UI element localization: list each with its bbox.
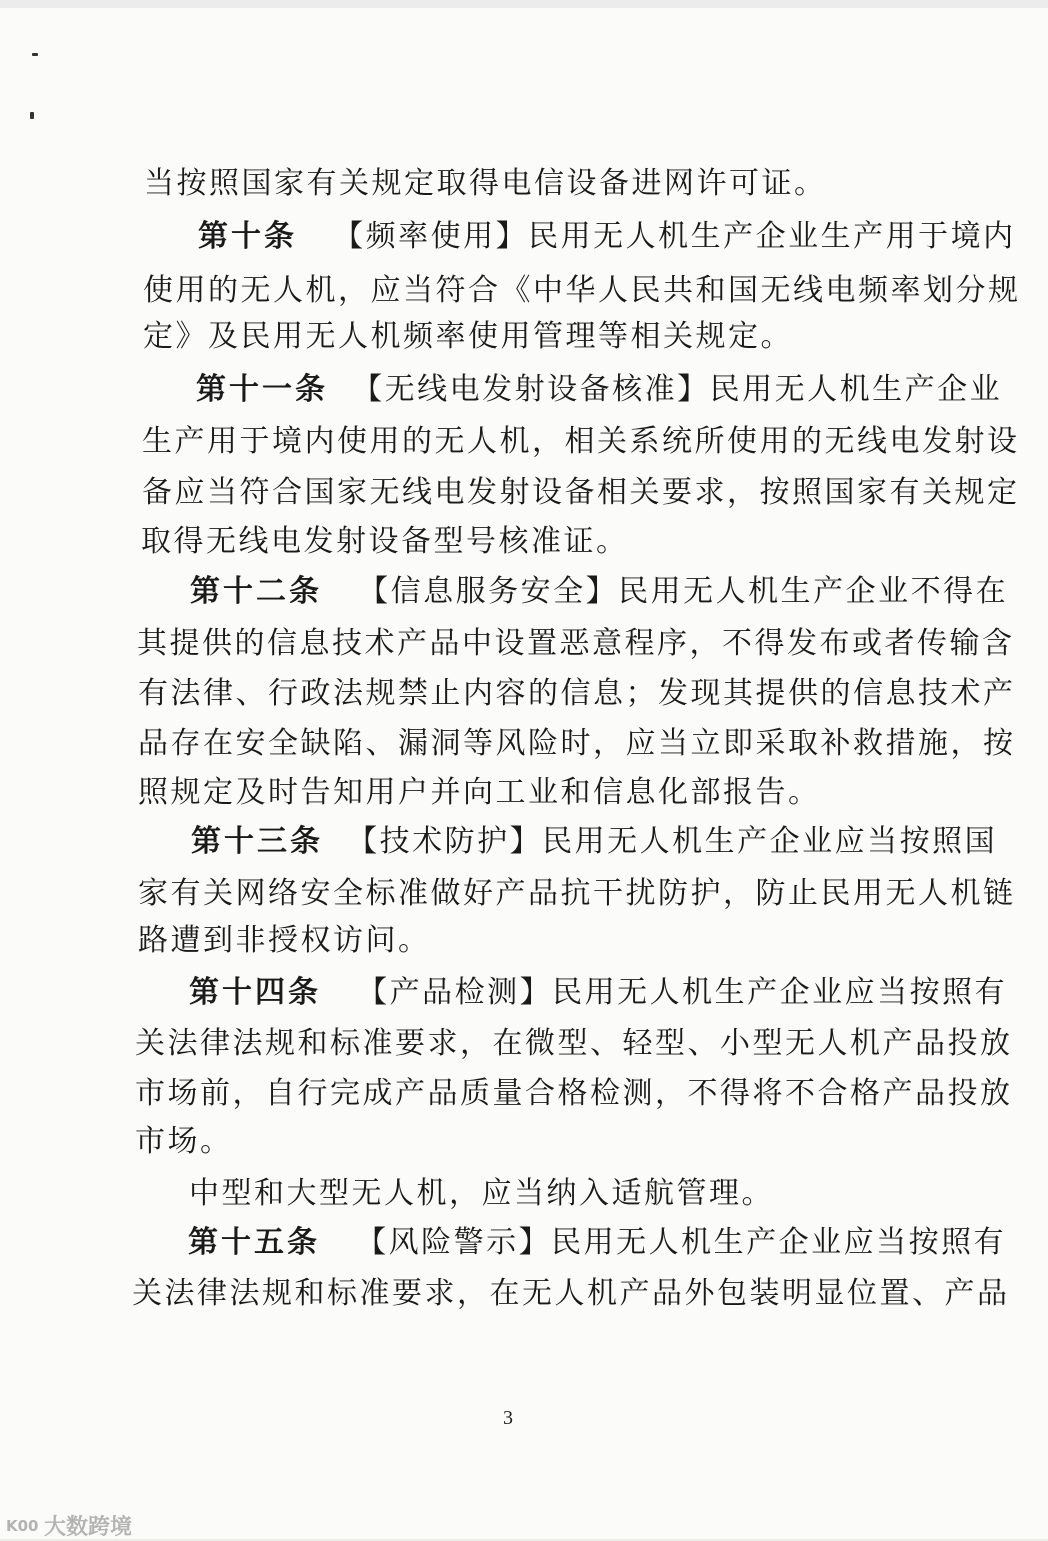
- article-14-title: 【产品检测】: [357, 975, 553, 1010]
- article-12-heading: 第十二条: [190, 574, 322, 609]
- article-10-first-line: [198, 217, 1016, 257]
- article-11-heading: 第十一条: [196, 372, 328, 407]
- body-line-17: 关法律法规和标准要求，在无人机产品外包装明显位置、产品: [132, 1276, 1010, 1311]
- article-13-text: 民用无人机生产企业应当按照国: [542, 824, 998, 859]
- body-line-6: 取得无线电发射设备型号核准证。: [141, 524, 629, 559]
- article-10-title: 【频率使用】: [333, 219, 529, 254]
- body-line-10: 照规定及时告知用户并向工业和信息化部报告。: [138, 775, 821, 810]
- watermark-logo-icon: [6, 1514, 40, 1536]
- scan-speck: [32, 53, 38, 56]
- body-line-1: 当按照国家有关规定取得电信设备进网许可证。: [144, 166, 827, 201]
- article-11-first-line: [196, 370, 1002, 410]
- body-line-13: 关法律法规和标准要求，在微型、轻型、小型无人机产品投放: [135, 1026, 1013, 1061]
- body-line-9: 品存在安全缺陷、漏洞等风险时，应当立即采取补救措施，按: [138, 726, 1016, 761]
- article-12-text: 民用无人机生产企业不得在: [618, 574, 1009, 609]
- body-line-11: 家有关网络安全标准做好产品抗干扰防护，防止民用无人机链: [138, 876, 1016, 911]
- article-15-title: 【风险警示】: [356, 1225, 552, 1260]
- document-page: [0, 8, 1048, 1539]
- watermark-logo-text: K00: [6, 1517, 39, 1535]
- watermark: [6, 1511, 132, 1539]
- body-line-16: 中型和大型无人机，应当纳入适航管理。: [189, 1176, 774, 1211]
- article-15-first-line: [188, 1223, 1006, 1263]
- article-15-text: 民用无人机生产企业应当按照有: [551, 1225, 1007, 1260]
- article-11-text: 民用无人机生产企业: [709, 372, 1003, 407]
- body-line-2: 使用的无人机，应当符合《中华人民共和国无线电频率划分规: [143, 273, 1021, 308]
- body-line-4: 生产用于境内使用的无人机，相关系统所使用的无线电发射设: [142, 424, 1020, 459]
- article-15-heading: 第十五条: [188, 1225, 320, 1260]
- page-number: 3: [503, 1407, 513, 1429]
- article-11-title: 【无线电发射设备核准】: [352, 372, 710, 407]
- article-13-heading: 第十三条: [191, 824, 323, 859]
- body-line-7: 其提供的信息技术产品中设置恶意程序，不得发布或者传输含: [137, 626, 1015, 661]
- article-12-first-line: [190, 572, 1008, 612]
- body-line-14: 市场前，自行完成产品质量合格检测，不得将不合格产品投放: [135, 1076, 1013, 1111]
- scan-speck: [30, 112, 34, 119]
- article-13-title: 【技术防护】: [347, 824, 543, 859]
- article-10-text: 民用无人机生产企业生产用于境内: [528, 219, 1016, 254]
- body-line-8: 有法律、行政法规禁止内容的信息；发现其提供的信息技术产: [138, 676, 1016, 711]
- watermark-text: 大数跨境: [44, 1514, 133, 1540]
- body-line-5: 备应当符合国家无线电发射设备相关要求，按照国家有关规定: [142, 475, 1020, 510]
- article-14-text: 民用无人机生产企业应当按照有: [552, 975, 1008, 1010]
- article-14-heading: 第十四条: [189, 975, 321, 1010]
- article-10-heading: 第十条: [198, 219, 297, 254]
- body-line-15: 市场。: [135, 1124, 233, 1159]
- article-14-first-line: [189, 973, 1007, 1013]
- article-13-first-line: [191, 822, 997, 862]
- body-line-3: 定》及民用无人机频率使用管理等相关规定。: [143, 319, 793, 354]
- article-12-title: 【信息服务安全】: [358, 574, 619, 609]
- body-line-12: 路遭到非授权访问。: [138, 923, 431, 958]
